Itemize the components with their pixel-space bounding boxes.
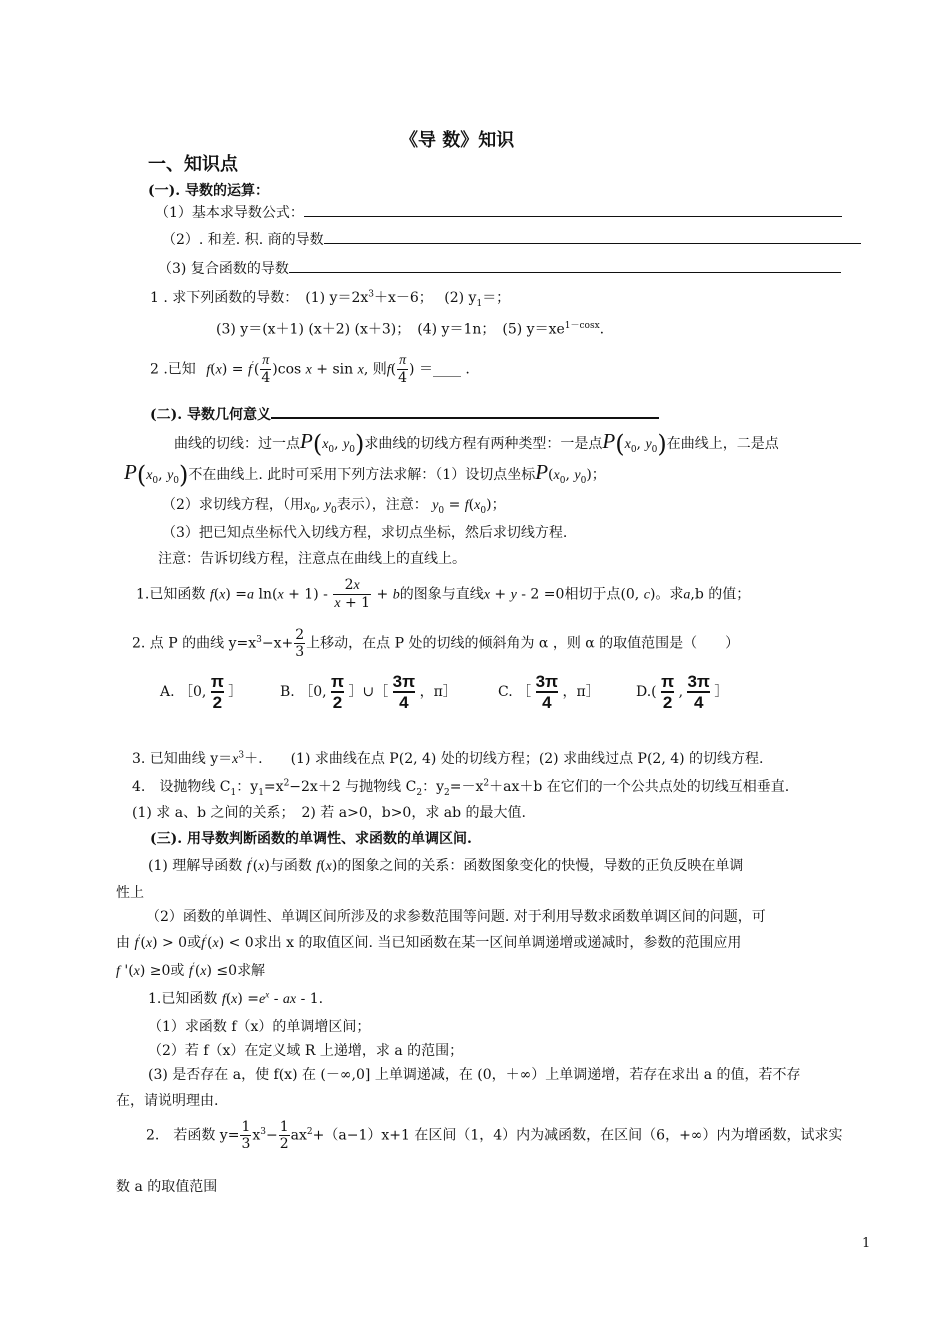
formula-line-composite: （3) 复合函数的导数 — [158, 258, 841, 278]
monotonic-paragraph-3: 由 f′(x) > 0或f′(x) < 0求出 x 的取值区间. 当已知函数在某一区间单调递增或递减时，参数的范围应用 — [116, 934, 742, 951]
problem-2-cont: 数 a 的取值范围 — [116, 1179, 218, 1195]
subsection-heading: (二). 导数几何意义 — [150, 404, 659, 424]
exercise-1: 1 . 求下列函数的导数： (1) $y=2x^3+x-6$； (2) $y_1=$； — [150, 289, 511, 309]
formula-line-basic: （1）基本求导数公式： — [155, 202, 842, 222]
problem-1-part-1: （1）求函数 f（x）的单调增区间； — [148, 1019, 371, 1035]
problem-1-part-3-cont: 在，请说明理由. — [116, 1093, 219, 1109]
monotonic-paragraph-4: f '(x) ≥0或 f′(x) ≤0求解 — [116, 962, 266, 979]
problem-1-part-3: (3) 是否存在 a，使 f(x) 在 (－∞,0] 上单调递减，在 (0，＋∞）上单调递增，若存在求出 a 的值，若不存 — [148, 1067, 801, 1083]
tangent-paragraph: 曲线的切线：过一点$P(x_0$, $y_0$)求曲线的切线方程有两种类型：一是点$P(x_0$, $y_0$)在曲线上，二是点 — [174, 429, 779, 458]
question-1: 1.已知函数 f(x) =a ln(x + 1) - $\frac{2x}{x + 1}$ + b的图象与直线x + y - 2 =0相切于点(0, c)。求a,b 的值； — [136, 577, 751, 611]
tangent-step-3: （3）把已知点坐标代入切线方程，求切点坐标，然后求切线方程. — [162, 525, 568, 541]
problem-1-part-2: （2）若 f（x）在定义域 R 上递增，求 a 的范围； — [148, 1043, 464, 1059]
subsection-heading: (一). 导数的运算： — [148, 183, 269, 199]
choice-c: C. ［ $\frac{3\pi}{4}$ ，π］ — [498, 672, 600, 712]
choice-d: D.( $\frac{\pi}{2}$ , $\frac{3\pi}{4}$ ］ — [636, 672, 729, 712]
question-4-line2: (1) 求 a、b 之间的关系； 2) 若 a>0，b>0，求 ab 的最大值. — [132, 805, 527, 821]
choice-b: B. ［0, $\frac{\pi}{2}$ ］∪［ $\frac{3\pi}{4}$ ，π］ — [280, 672, 457, 712]
tangent-paragraph-2: $P(x_0$, $y_0$)不在曲线上. 此时可采用下列方法求解：（1）设切点坐标$P(x_0$, $y_0$)； — [124, 460, 606, 489]
problem-2: 2. 若函数 y= $\frac{1}{3}$ $x^3-$ $\frac{1}{2}$ $ax^2+(a-1)x+1$ 在区间（1，4）内为减函数，在区间（6，+∞）内为增函数，试求实 — [146, 1119, 843, 1152]
monotonic-paragraph-cont: 性上 — [116, 885, 144, 901]
page-title: 《导 数》知识 — [400, 130, 515, 151]
section-heading: 一、知识点 — [148, 154, 238, 175]
tangent-step-2: （2）求切线方程，（用$x_0$, $y_0$表示），注意： $y_0 = f(x_0)$； — [162, 497, 506, 516]
problem-1: 1.已知函数 $f(x) =e^x$ - ax - 1. — [148, 989, 324, 1007]
monotonic-paragraph-2: （2）函数的单调性、单调区间所涉及的求参数范围等问题. 对于利用导数求函数单调区间的问题，可 — [146, 909, 766, 925]
monotonic-paragraph: (1) 理解导函数 f′(x)与函数 f(x)的图象之间的关系：函数图象变化的快慢，导数的正负反映在单调 — [148, 857, 744, 874]
choice-a: A. ［0, $\frac{\pi}{2}$ ］ — [160, 672, 243, 712]
subsection-heading: (三). 用导数判断函数的单调性、求函数的单调区间. — [150, 831, 472, 847]
tangent-note: 注意：告诉切线方程，注意点在曲线上的直线上。 — [158, 551, 466, 567]
formula-line-sum: （2）. 和差. 积. 商的导数 — [162, 229, 861, 249]
page-number: 1 — [862, 1236, 871, 1251]
question-4: 4. 设抛物线 $C_1$：$y_1=x^2-2x+2$ 与抛物线 $C_2$：$y_2=-x^2+ax+b$ 在它们的一个公共点处的切线互相垂直. — [132, 778, 790, 798]
exercise-2: 2 .已知 f(x) = f′( $\frac{\pi}{4}$ )cos x + sin x, 则f( $\frac{\pi}{4}$ ) ＝____ . — [150, 353, 470, 386]
question-2: 2. 点 P 的曲线 $y=x^3-x+$ $\frac{2}{3}$ 上移动，在点 P 处的切线的倾斜角为 α ，则 α 的取值范围是（ ） — [132, 627, 740, 660]
question-3: 3. 已知曲线 $y=x^3+$. (1) 求曲线在点 P(2, 4) 处的切线方程；(2) 求曲线过点 P(2, 4) 的切线方程. — [132, 750, 764, 767]
exercise-1-line2: (3) y＝(x＋1) (x＋2) (x＋3)； (4) y＝1n； (5) $y=xe^{1-cosx}$. — [216, 321, 605, 338]
